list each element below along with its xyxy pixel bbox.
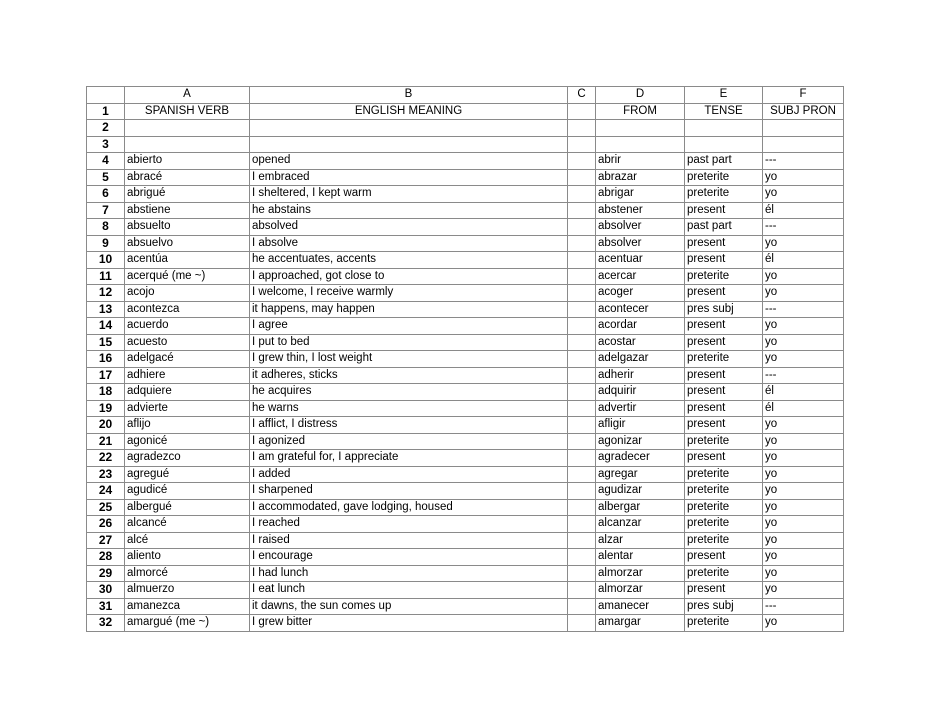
- cell-c[interactable]: [568, 582, 596, 599]
- cell-f[interactable]: yo: [763, 450, 844, 467]
- cell-b[interactable]: absolved: [250, 219, 568, 236]
- cell-d[interactable]: alentar: [596, 549, 685, 566]
- cell-e[interactable]: preterite: [685, 615, 763, 632]
- cell-b[interactable]: it adheres, sticks: [250, 367, 568, 384]
- corner-cell[interactable]: [87, 87, 125, 104]
- cell-c[interactable]: [568, 219, 596, 236]
- cell-d[interactable]: advertir: [596, 400, 685, 417]
- cell-d[interactable]: acontecer: [596, 301, 685, 318]
- cell-a[interactable]: abrigué: [125, 186, 250, 203]
- row-number[interactable]: 13: [87, 301, 125, 318]
- cell-c[interactable]: [568, 483, 596, 500]
- row-number[interactable]: 18: [87, 384, 125, 401]
- cell-f[interactable]: ---: [763, 367, 844, 384]
- cell-d[interactable]: agradecer: [596, 450, 685, 467]
- cell-a[interactable]: almorcé: [125, 565, 250, 582]
- cell-e[interactable]: preterite: [685, 483, 763, 500]
- cell-d[interactable]: absolver: [596, 219, 685, 236]
- cell-a[interactable]: agradezco: [125, 450, 250, 467]
- cell-a[interactable]: acentúa: [125, 252, 250, 269]
- table-row: [87, 235, 844, 252]
- cell-b[interactable]: I encourage: [250, 549, 568, 566]
- cell-c[interactable]: [568, 417, 596, 434]
- row-number[interactable]: 7: [87, 202, 125, 219]
- cell-a[interactable]: acerqué (me ~): [125, 268, 250, 285]
- cell-c[interactable]: [568, 532, 596, 549]
- cell-d[interactable]: abrir: [596, 153, 685, 170]
- cell-e[interactable]: preterite: [685, 466, 763, 483]
- cell-b[interactable]: it dawns, the sun comes up: [250, 598, 568, 615]
- cell-d[interactable]: acordar: [596, 318, 685, 335]
- cell-f[interactable]: yo: [763, 615, 844, 632]
- cell-f[interactable]: ---: [763, 598, 844, 615]
- cell-a[interactable]: agonicé: [125, 433, 250, 450]
- cell-c[interactable]: [568, 433, 596, 450]
- row-number[interactable]: 10: [87, 252, 125, 269]
- cell-e[interactable]: present: [685, 285, 763, 302]
- cell-c[interactable]: [568, 466, 596, 483]
- cell-a[interactable]: [125, 136, 250, 153]
- cell-a[interactable]: acojo: [125, 285, 250, 302]
- cell-b[interactable]: I absolve: [250, 235, 568, 252]
- table-row: [87, 219, 844, 236]
- cell-b[interactable]: I afflict, I distress: [250, 417, 568, 434]
- cell-f[interactable]: yo: [763, 516, 844, 533]
- cell-e[interactable]: present: [685, 417, 763, 434]
- cell-e[interactable]: present: [685, 367, 763, 384]
- cell-b[interactable]: [250, 136, 568, 153]
- cell-e[interactable]: present: [685, 202, 763, 219]
- row-number[interactable]: 16: [87, 351, 125, 368]
- cell-b[interactable]: he acquires: [250, 384, 568, 401]
- row-number[interactable]: 4: [87, 153, 125, 170]
- row-number[interactable]: 26: [87, 516, 125, 533]
- cell-d[interactable]: acoger: [596, 285, 685, 302]
- row-number[interactable]: 9: [87, 235, 125, 252]
- cell-d[interactable]: abstener: [596, 202, 685, 219]
- column-header-c[interactable]: C: [568, 87, 596, 104]
- cell-b[interactable]: opened: [250, 153, 568, 170]
- cell-c[interactable]: [568, 301, 596, 318]
- cell-a[interactable]: advierte: [125, 400, 250, 417]
- cell-b[interactable]: I added: [250, 466, 568, 483]
- cell-a[interactable]: acontezca: [125, 301, 250, 318]
- row-number[interactable]: 3: [87, 136, 125, 153]
- cell-d[interactable]: almorzar: [596, 582, 685, 599]
- row-number[interactable]: 1: [87, 103, 125, 120]
- table-row: [87, 466, 844, 483]
- cell-a[interactable]: agudicé: [125, 483, 250, 500]
- cell-e-header[interactable]: TENSE: [685, 103, 763, 120]
- cell-e[interactable]: past part: [685, 153, 763, 170]
- cell-f[interactable]: [763, 136, 844, 153]
- cell-e[interactable]: present: [685, 549, 763, 566]
- cell-e[interactable]: preterite: [685, 499, 763, 516]
- cell-b[interactable]: I am grateful for, I appreciate: [250, 450, 568, 467]
- cell-f[interactable]: ---: [763, 219, 844, 236]
- cell-e[interactable]: present: [685, 235, 763, 252]
- cell-a[interactable]: abracé: [125, 169, 250, 186]
- cell-a[interactable]: amargué (me ~): [125, 615, 250, 632]
- cell-a-header[interactable]: SPANISH VERB: [125, 103, 250, 120]
- row-number[interactable]: 32: [87, 615, 125, 632]
- cell-b[interactable]: I grew bitter: [250, 615, 568, 632]
- cell-d[interactable]: agonizar: [596, 433, 685, 450]
- cell-a[interactable]: aflijo: [125, 417, 250, 434]
- cell-b[interactable]: I approached, got close to: [250, 268, 568, 285]
- table-row: [87, 186, 844, 203]
- cell-e[interactable]: preterite: [685, 169, 763, 186]
- cell-d[interactable]: alcanzar: [596, 516, 685, 533]
- cell-a[interactable]: [125, 120, 250, 137]
- cell-d-header[interactable]: FROM: [596, 103, 685, 120]
- cell-c[interactable]: [568, 334, 596, 351]
- row-number[interactable]: 31: [87, 598, 125, 615]
- cell-f-header[interactable]: SUBJ PRON: [763, 103, 844, 120]
- cell-b[interactable]: I embraced: [250, 169, 568, 186]
- column-header-a[interactable]: A: [125, 87, 250, 104]
- cell-d[interactable]: acentuar: [596, 252, 685, 269]
- cell-c[interactable]: [568, 136, 596, 153]
- cell-a[interactable]: abstiene: [125, 202, 250, 219]
- table-row: [87, 400, 844, 417]
- cell-d[interactable]: amargar: [596, 615, 685, 632]
- cell-c[interactable]: [568, 565, 596, 582]
- cell-c[interactable]: [568, 450, 596, 467]
- cell-f[interactable]: yo: [763, 318, 844, 335]
- cell-d[interactable]: abrigar: [596, 186, 685, 203]
- cell-c[interactable]: [568, 367, 596, 384]
- table-row: [87, 367, 844, 384]
- cell-c[interactable]: [568, 235, 596, 252]
- cell-a[interactable]: acuesto: [125, 334, 250, 351]
- cell-d[interactable]: abrazar: [596, 169, 685, 186]
- cell-c[interactable]: [568, 499, 596, 516]
- table-row: [87, 499, 844, 516]
- table-row: [87, 549, 844, 566]
- row-number[interactable]: 23: [87, 466, 125, 483]
- table-row: [87, 318, 844, 335]
- cell-b[interactable]: it happens, may happen: [250, 301, 568, 318]
- table-row: [87, 450, 844, 467]
- cell-f[interactable]: yo: [763, 268, 844, 285]
- cell-d[interactable]: agudizar: [596, 483, 685, 500]
- cell-f[interactable]: él: [763, 202, 844, 219]
- row-number[interactable]: 25: [87, 499, 125, 516]
- cell-b[interactable]: I accommodated, gave lodging, housed: [250, 499, 568, 516]
- cell-b[interactable]: he abstains: [250, 202, 568, 219]
- cell-f[interactable]: yo: [763, 499, 844, 516]
- table-row: [87, 334, 844, 351]
- cell-f[interactable]: yo: [763, 466, 844, 483]
- cell-a[interactable]: acuerdo: [125, 318, 250, 335]
- cell-e[interactable]: preterite: [685, 268, 763, 285]
- cell-d[interactable]: afligir: [596, 417, 685, 434]
- cell-b[interactable]: I agonized: [250, 433, 568, 450]
- cell-b-header[interactable]: ENGLISH MEANING: [250, 103, 568, 120]
- row-number[interactable]: 5: [87, 169, 125, 186]
- cell-e[interactable]: preterite: [685, 433, 763, 450]
- row-number[interactable]: 27: [87, 532, 125, 549]
- table-row: [87, 268, 844, 285]
- row-number[interactable]: 14: [87, 318, 125, 335]
- cell-b[interactable]: I reached: [250, 516, 568, 533]
- cell-c-header[interactable]: [568, 103, 596, 120]
- row-number[interactable]: 29: [87, 565, 125, 582]
- cell-b[interactable]: I sharpened: [250, 483, 568, 500]
- cell-c[interactable]: [568, 153, 596, 170]
- header-data-row: [87, 103, 844, 120]
- row-number[interactable]: 20: [87, 417, 125, 434]
- cell-e[interactable]: present: [685, 252, 763, 269]
- cell-b[interactable]: he warns: [250, 400, 568, 417]
- cell-a[interactable]: alcé: [125, 532, 250, 549]
- cell-d[interactable]: acercar: [596, 268, 685, 285]
- cell-a[interactable]: adhiere: [125, 367, 250, 384]
- table-row: [87, 301, 844, 318]
- cell-d[interactable]: adherir: [596, 367, 685, 384]
- table-row: [87, 433, 844, 450]
- cell-f[interactable]: él: [763, 252, 844, 269]
- cell-d[interactable]: albergar: [596, 499, 685, 516]
- column-header-d[interactable]: D: [596, 87, 685, 104]
- column-header-f[interactable]: F: [763, 87, 844, 104]
- cell-e[interactable]: pres subj: [685, 301, 763, 318]
- cell-f[interactable]: yo: [763, 417, 844, 434]
- cell-d[interactable]: amanecer: [596, 598, 685, 615]
- table-row: [87, 516, 844, 533]
- cell-b[interactable]: I grew thin, I lost weight: [250, 351, 568, 368]
- cell-b[interactable]: I welcome, I receive warmly: [250, 285, 568, 302]
- cell-a[interactable]: abierto: [125, 153, 250, 170]
- cell-c[interactable]: [568, 120, 596, 137]
- cell-c[interactable]: [568, 400, 596, 417]
- row-number[interactable]: 11: [87, 268, 125, 285]
- cell-e[interactable]: present: [685, 334, 763, 351]
- cell-c[interactable]: [568, 384, 596, 401]
- cell-a[interactable]: adquiere: [125, 384, 250, 401]
- cell-b[interactable]: I eat lunch: [250, 582, 568, 599]
- cell-e[interactable]: present: [685, 450, 763, 467]
- cell-e[interactable]: present: [685, 318, 763, 335]
- row-number[interactable]: 30: [87, 582, 125, 599]
- cell-d[interactable]: almorzar: [596, 565, 685, 582]
- row-number[interactable]: 19: [87, 400, 125, 417]
- table-row: [87, 252, 844, 269]
- cell-c[interactable]: [568, 598, 596, 615]
- cell-c[interactable]: [568, 252, 596, 269]
- table-row: [87, 615, 844, 632]
- cell-b[interactable]: he accentuates, accents: [250, 252, 568, 269]
- cell-a[interactable]: alcancé: [125, 516, 250, 533]
- table-row: [87, 153, 844, 170]
- cell-c[interactable]: [568, 516, 596, 533]
- cell-f[interactable]: yo: [763, 483, 844, 500]
- cell-c[interactable]: [568, 615, 596, 632]
- table-row: [87, 532, 844, 549]
- cell-d[interactable]: [596, 136, 685, 153]
- cell-f[interactable]: yo: [763, 285, 844, 302]
- cell-a[interactable]: almuerzo: [125, 582, 250, 599]
- cell-d[interactable]: [596, 120, 685, 137]
- cell-c[interactable]: [568, 351, 596, 368]
- cell-d[interactable]: absolver: [596, 235, 685, 252]
- cell-c[interactable]: [568, 169, 596, 186]
- table-row: [87, 169, 844, 186]
- cell-c[interactable]: [568, 318, 596, 335]
- row-number[interactable]: 22: [87, 450, 125, 467]
- table-row: [87, 582, 844, 599]
- cell-e[interactable]: [685, 120, 763, 137]
- column-header-b[interactable]: B: [250, 87, 568, 104]
- row-number[interactable]: 15: [87, 334, 125, 351]
- cell-b[interactable]: I agree: [250, 318, 568, 335]
- cell-a[interactable]: agregué: [125, 466, 250, 483]
- cell-f[interactable]: yo: [763, 169, 844, 186]
- cell-c[interactable]: [568, 202, 596, 219]
- cell-f[interactable]: ---: [763, 301, 844, 318]
- cell-f[interactable]: él: [763, 384, 844, 401]
- table-row: [87, 351, 844, 368]
- cell-e[interactable]: present: [685, 582, 763, 599]
- table-row: [87, 598, 844, 615]
- cell-e[interactable]: preterite: [685, 565, 763, 582]
- column-header-e[interactable]: E: [685, 87, 763, 104]
- cell-e[interactable]: preterite: [685, 186, 763, 203]
- cell-e[interactable]: pres subj: [685, 598, 763, 615]
- cell-a[interactable]: aliento: [125, 549, 250, 566]
- cell-e[interactable]: present: [685, 400, 763, 417]
- cell-f[interactable]: [763, 120, 844, 137]
- cell-f[interactable]: yo: [763, 334, 844, 351]
- row-number[interactable]: 2: [87, 120, 125, 137]
- cell-c[interactable]: [568, 549, 596, 566]
- table-row: [87, 417, 844, 434]
- cell-a[interactable]: adelgacé: [125, 351, 250, 368]
- table-row: [87, 136, 844, 153]
- cell-e[interactable]: past part: [685, 219, 763, 236]
- cell-a[interactable]: amanezca: [125, 598, 250, 615]
- cell-c[interactable]: [568, 268, 596, 285]
- cell-b[interactable]: [250, 120, 568, 137]
- cell-f[interactable]: yo: [763, 433, 844, 450]
- cell-f[interactable]: él: [763, 400, 844, 417]
- cell-d[interactable]: adquirir: [596, 384, 685, 401]
- cell-b[interactable]: I had lunch: [250, 565, 568, 582]
- cell-e[interactable]: [685, 136, 763, 153]
- row-number[interactable]: 24: [87, 483, 125, 500]
- cell-e[interactable]: preterite: [685, 351, 763, 368]
- cell-d[interactable]: adelgazar: [596, 351, 685, 368]
- cell-a[interactable]: albergué: [125, 499, 250, 516]
- cell-a[interactable]: absuelvo: [125, 235, 250, 252]
- cell-c[interactable]: [568, 285, 596, 302]
- row-number[interactable]: 12: [87, 285, 125, 302]
- cell-f[interactable]: yo: [763, 565, 844, 582]
- cell-d[interactable]: acostar: [596, 334, 685, 351]
- row-number[interactable]: 17: [87, 367, 125, 384]
- cell-e[interactable]: preterite: [685, 516, 763, 533]
- cell-e[interactable]: preterite: [685, 532, 763, 549]
- cell-f[interactable]: yo: [763, 351, 844, 368]
- cell-c[interactable]: [568, 186, 596, 203]
- table-row: [87, 384, 844, 401]
- table-row: [87, 565, 844, 582]
- cell-f[interactable]: ---: [763, 153, 844, 170]
- spreadsheet-table: [86, 86, 844, 632]
- cell-e[interactable]: present: [685, 384, 763, 401]
- row-number[interactable]: 6: [87, 186, 125, 203]
- cell-f[interactable]: yo: [763, 549, 844, 566]
- column-header-row: [87, 87, 844, 104]
- row-number[interactable]: 8: [87, 219, 125, 236]
- table-row: [87, 285, 844, 302]
- row-number[interactable]: 28: [87, 549, 125, 566]
- table-row: [87, 120, 844, 137]
- cell-b[interactable]: I raised: [250, 532, 568, 549]
- cell-d[interactable]: agregar: [596, 466, 685, 483]
- cell-f[interactable]: yo: [763, 582, 844, 599]
- cell-f[interactable]: yo: [763, 235, 844, 252]
- cell-b[interactable]: I sheltered, I kept warm: [250, 186, 568, 203]
- table-row: [87, 483, 844, 500]
- table-row: [87, 202, 844, 219]
- row-number[interactable]: 21: [87, 433, 125, 450]
- cell-f[interactable]: yo: [763, 532, 844, 549]
- cell-f[interactable]: yo: [763, 186, 844, 203]
- cell-b[interactable]: I put to bed: [250, 334, 568, 351]
- cell-d[interactable]: alzar: [596, 532, 685, 549]
- cell-a[interactable]: absuelto: [125, 219, 250, 236]
